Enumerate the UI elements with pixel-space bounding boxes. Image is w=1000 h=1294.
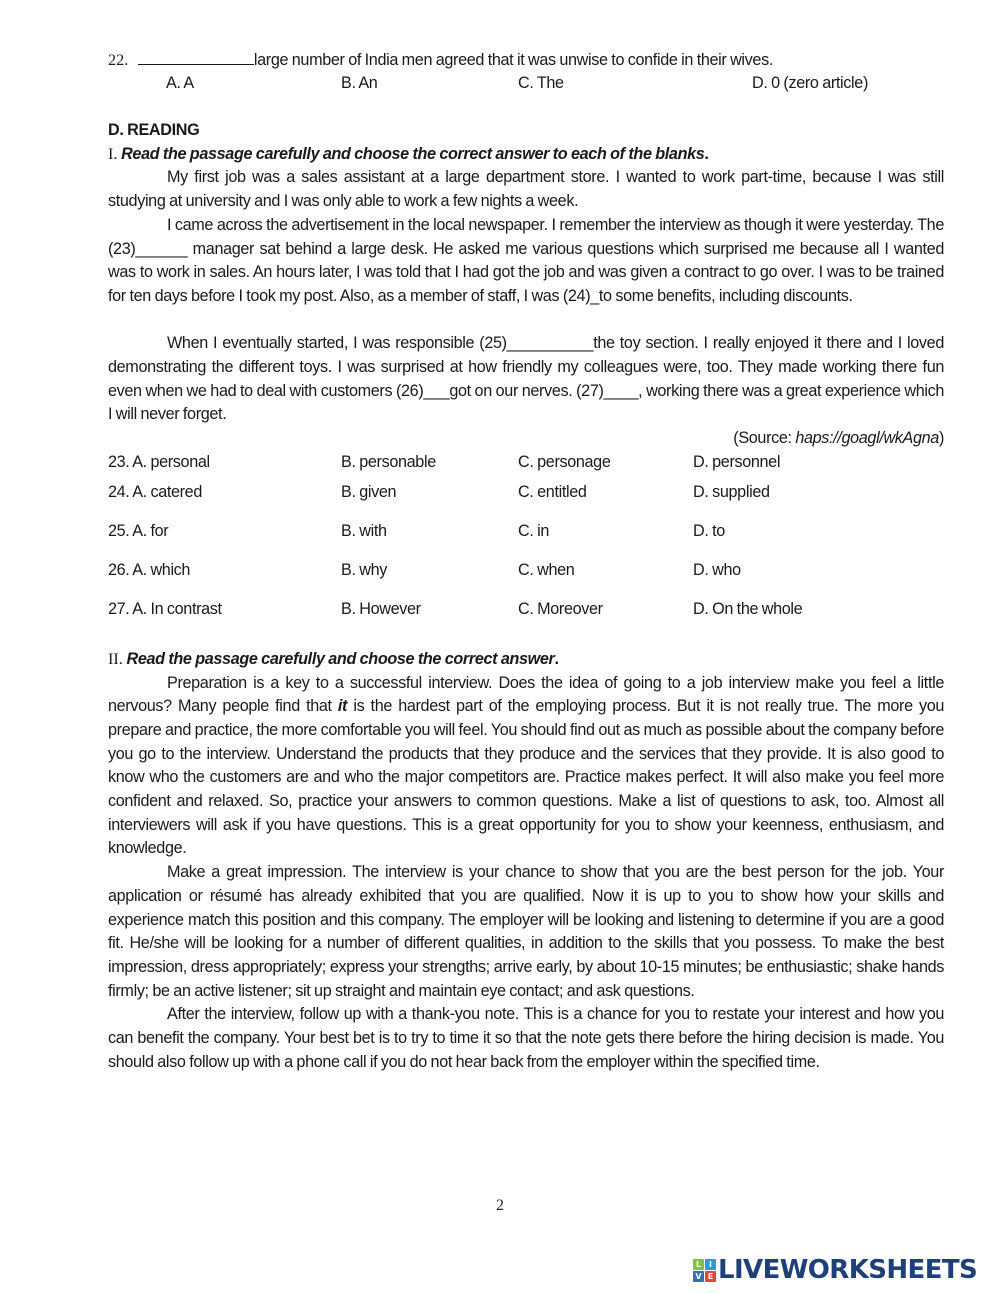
emphasized-word: it — [337, 697, 348, 716]
option-a: 23. A. personal — [108, 452, 210, 471]
liveworksheets-logo — [693, 1255, 977, 1285]
question-number: 22. — [108, 51, 129, 69]
answer-blank — [138, 48, 254, 65]
option-a: 24. A. catered — [108, 482, 202, 501]
option-b: B. given — [341, 482, 397, 501]
question-row-27 — [108, 598, 944, 648]
option-d: D. 0 (zero article) — [752, 74, 868, 92]
spacer — [108, 309, 944, 333]
blank-23: ______ — [135, 239, 188, 258]
instruction-period: . — [554, 649, 559, 668]
instruction-text: Read the passage carefully and choose the correct answer to each of the blanks — [121, 144, 705, 163]
logo-tiles-icon — [693, 1259, 716, 1282]
option-d: D. who — [693, 560, 741, 579]
option-d: D. On the whole — [693, 599, 803, 618]
paragraph-text: When I eventually started, I was responsible (25) — [167, 334, 507, 353]
option-b: B. personable — [341, 452, 436, 471]
part-2-instruction — [108, 648, 944, 672]
question-row-25 — [108, 520, 944, 559]
part-1-instruction — [108, 143, 944, 167]
source-link: haps://goagl/wkAgna — [795, 429, 939, 448]
option-a: 27. A. In contrast — [108, 599, 222, 618]
blank-26: ___ — [423, 381, 450, 400]
option-c: C. entitled — [518, 482, 587, 501]
blank-27: ____ — [603, 381, 639, 400]
paragraph-text: I came across the advertisement in the local newspaper. I remember the interview as though it were yesterday. The (23) — [108, 215, 944, 258]
question-row-23 — [108, 451, 944, 481]
answer-options-table — [108, 451, 944, 648]
question-row-24 — [108, 481, 944, 520]
paragraph-text: is the hardest part of the employing process. But it is not really true. The more you prepare and practice, the more comfortable you will feel. You should find out as much as possible about the company before you go to the interview. Understand the products that they produce and the services that they provide. It is also good to know who the customers are and who the major competitors are. Practice makes perfect. It will also make you feel more confident and relaxed. So, practice your answers to common questions. Make a list of questions to ask, too. Almost all interviewers will ask if you have questions. This is a great opportunity for you to show your keenness, enthusiasm, and knowledge. — [108, 697, 945, 858]
logo-tile: E — [705, 1271, 716, 1282]
option-b: B. However — [341, 599, 421, 618]
question-text: large number of India men agreed that it was unwise to confide in their wives. — [253, 51, 773, 69]
option-b: B. with — [341, 521, 387, 540]
passage-2-paragraph-2: Make a great impression. The interview is your chance to show that you are the best person for the job. Your application or résumé has already exhibited that you are qualified. Now it is up to you to show how your skills and experience match this position and this company. The employer will be looking and listening to determine if you are a good fit. He/she will be looking for a number of different qualities, in addition to the skills that you possess. To make the best impression, dress appropriately; express your strengths; arrive early, by about 10-15 minutes; be enthusiastic; shake hands firmly; be an active listener; sit up straight and maintain eye contact; and ask questions. — [108, 863, 944, 1000]
blank-24: _ — [590, 286, 599, 305]
option-d: D. supplied — [693, 482, 770, 501]
passage-1-paragraph-1: My first job was a sales assistant at a large department store. I wanted to work part-time, because I was still studying at university and I was only able to work a few nights a week. — [108, 168, 944, 211]
passage-1-paragraph-3 — [108, 332, 944, 427]
option-a: A. A — [166, 74, 194, 92]
option-c: C. when — [518, 560, 575, 579]
option-b: B. An — [341, 74, 378, 92]
option-c: C. in — [518, 521, 550, 540]
logo-tile: I — [705, 1259, 716, 1270]
instruction-text: Read the passage carefully and choose the correct answer — [126, 649, 555, 668]
page-number: 2 — [496, 1197, 504, 1214]
paragraph-text: to some benefits, including discounts. — [598, 286, 853, 305]
logo-tile: L — [693, 1259, 704, 1270]
source-end: ) — [938, 429, 944, 448]
question-row-26 — [108, 559, 944, 598]
part-numeral: I. — [108, 144, 118, 163]
section-title: D. READING — [108, 121, 200, 139]
option-a: 25. A. for — [108, 521, 169, 540]
passage-1-paragraph-2 — [108, 214, 944, 309]
option-d: D. personnel — [693, 452, 781, 471]
paragraph-text: , working there was a great experience which I will never forget. — [108, 381, 944, 424]
option-d: D. to — [693, 521, 725, 540]
worksheet-page — [108, 48, 944, 1074]
instruction-period: . — [704, 144, 709, 163]
source-citation — [108, 427, 944, 451]
option-a: 26. A. which — [108, 560, 191, 579]
blank-25: __________ — [506, 334, 594, 353]
option-c: C. The — [518, 74, 564, 92]
paragraph-text: Preparation is a key to a successful interview. Does the idea of going to a job interview make you feel a little nervous? Many people find that — [108, 673, 944, 716]
logo-text: LIVEWORKSHEETS — [718, 1255, 978, 1285]
question-22-options — [108, 72, 944, 96]
paragraph-text: manager sat behind a large desk. He asked me various questions which surprised me because all I wanted was to work in sales. An hours later, I was told that I had got the job and was given a contract to go over. I was to be trained for ten days before I took my post. Also, as a member of staff, I was (24) — [108, 239, 944, 305]
option-b: B. why — [341, 560, 387, 579]
paragraph-text: the toy section. I really enjoyed it there and I loved demonstrating the different toys. I was surprised at how friendly my colleagues were, too. They made working there fun even when we had to deal with customers (26) — [108, 334, 944, 400]
passage-2-paragraph-1 — [108, 672, 944, 862]
part-numeral: II. — [108, 649, 123, 668]
option-c: C. Moreover — [518, 599, 603, 618]
logo-tile: V — [693, 1271, 704, 1282]
source-label: (Source: — [733, 429, 796, 448]
option-c: C. personage — [518, 452, 611, 471]
question-22 — [108, 48, 944, 72]
passage-2-paragraph-3: After the interview, follow up with a thank-you note. This is a chance for you to restate your interest and how you can benefit the company. Your best bet is to try to time it so that the note gets there before the hiring decision is made. You should also follow up with a phone call if you do not hear back from the employer within the specified time. — [108, 1005, 944, 1071]
paragraph-text: got on our nerves. (27) — [449, 381, 604, 400]
